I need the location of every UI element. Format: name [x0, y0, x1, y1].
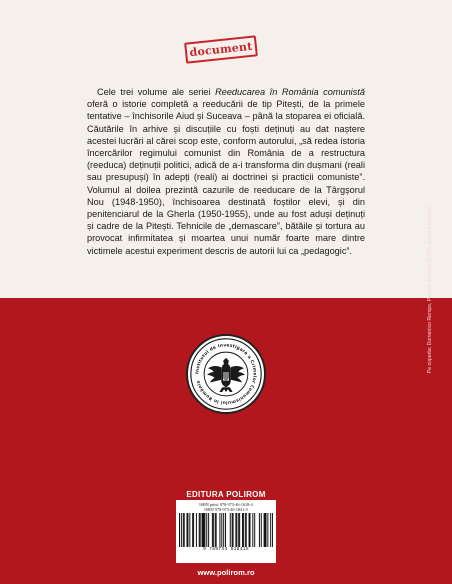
barcode-bar	[250, 513, 251, 547]
blurb-body: oferă o istorie completă a reeducării de tip Pitești, de la primele tentative – închisorile Aiud și Suceava – până la stoparea ei oficială. Căutările în arhive și discuțiile cu foști deținuți au dat naștere acestei lucrări al cărei scop este, conform autorului, „să redea istoria încercărilor regimului comunist din România de a restructura (reeduca) deținuții politici, adică de a-i transforma din dușmani (reali sau presupuși) în adepți (reali) ai doctrinei și practicii comuniste”. Volumul al doilea prezintă cazurile de reeducare de la Târgșorul Nou (1948-1950), închisoarea destinată foștilor elevi, și din penitenciarul de la Gherla (1950-1955), unde au fost aduși deținuți și cadre de la Pitești. Tehnicile de „demascare”, bătăile și tortura au provocat infirmitatea și moartea unui număr foarte mare dintre victimele acestui experiment descris de autorii lui ca „pedagogic”.	[87, 99, 365, 256]
blurb-paragraph	[87, 86, 365, 257]
institute-emblem	[186, 334, 266, 414]
back-cover-blurb	[87, 86, 365, 257]
barcode-bar	[223, 513, 224, 547]
emblem-text: Institutul de Investigare a Crimelor Comunismului în România	[195, 343, 257, 405]
barcode-bars	[179, 513, 273, 547]
barcode-bar	[181, 513, 182, 547]
barcode-bar	[272, 513, 273, 547]
barcode-bar	[193, 513, 194, 547]
barcode-bar	[264, 513, 265, 547]
barcode-bar	[212, 513, 213, 547]
barcode-bar	[259, 513, 260, 547]
barcode-bar	[213, 513, 214, 547]
stamp-label: document	[188, 39, 254, 60]
barcode-bar	[199, 513, 200, 547]
barcode-bar	[232, 513, 233, 547]
barcode-bar	[249, 513, 250, 547]
barcode-bar	[208, 513, 209, 547]
barcode-bar	[183, 513, 184, 547]
barcode-bar	[261, 513, 262, 547]
barcode-bar	[187, 513, 188, 547]
isbn-barcode	[176, 500, 276, 563]
publisher-name: EDITURA POLIROM	[186, 490, 266, 499]
cover-credit: Pe coperta: Domenico Remps, Portrait, Armoire (1790), gravură (detaliu)	[427, 206, 433, 374]
barcode-bar	[216, 513, 217, 547]
barcode-bar	[203, 513, 204, 547]
barcode-bar	[200, 513, 201, 547]
barcode-bar	[221, 513, 222, 547]
barcode-bar	[204, 513, 205, 547]
eagle-seal-icon	[188, 336, 264, 412]
blurb-lead: Cele trei volume ale seriei	[97, 87, 216, 97]
barcode-bar	[267, 513, 268, 547]
barcode-bar	[187, 513, 188, 547]
barcode-bar	[215, 513, 216, 547]
isbn-pdf: ISBN 978-973-46-1841-5	[204, 507, 248, 512]
barcode-bar	[219, 513, 220, 547]
barcode-bar	[246, 513, 247, 547]
barcode-bar	[225, 513, 226, 547]
barcode-bar	[245, 513, 246, 547]
series-title: Reeducarea în România comunistă	[215, 87, 365, 97]
barcode-bar	[196, 513, 197, 547]
barcode-bar	[230, 513, 231, 547]
barcode-bar	[252, 513, 253, 547]
barcode-bar	[192, 513, 193, 547]
barcode-bar	[238, 513, 239, 547]
barcode-bar	[189, 513, 190, 547]
barcode-bar	[243, 513, 244, 547]
barcode-bar	[235, 513, 236, 547]
barcode-bar	[265, 513, 266, 547]
document-stamp	[184, 35, 258, 63]
barcode-bar	[206, 513, 207, 547]
barcode-bar	[265, 513, 266, 547]
barcode-bar	[233, 513, 234, 547]
barcode-bar	[254, 513, 255, 547]
barcode-bar	[236, 513, 237, 547]
isbn-print: ISBN print: 978-973-46-1618-4	[199, 502, 253, 507]
barcode-bar	[242, 513, 243, 547]
barcode-bar	[202, 513, 203, 547]
barcode-bar	[270, 513, 271, 547]
barcode-bar	[239, 513, 240, 547]
barcode-bar	[184, 513, 185, 547]
barcode-digits: 9 789734 618415	[203, 547, 249, 552]
publisher-website: www.polirom.ro	[197, 568, 255, 577]
barcode-bar	[203, 513, 204, 547]
barcode-bar	[179, 513, 180, 547]
